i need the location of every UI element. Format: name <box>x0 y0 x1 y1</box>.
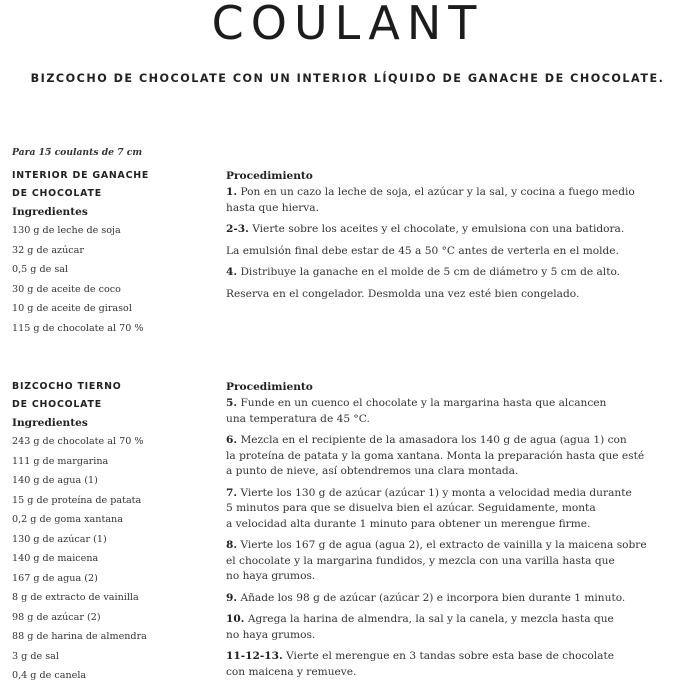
ingredient-item: 15 g de proteína de patata <box>12 494 142 506</box>
ingredients-label: Ingredientes <box>12 417 88 429</box>
step-number: 1. <box>226 186 238 198</box>
step-number: 8. <box>226 539 238 551</box>
ingredient-item: 30 g de aceite de coco <box>12 283 121 295</box>
procedure-label: Procedimiento <box>226 170 313 182</box>
step-number: 5. <box>226 397 238 409</box>
step-text: no haya grumos. <box>226 570 316 582</box>
serving-note: Para 15 coulants de 7 cm <box>12 147 143 158</box>
step <box>226 396 686 427</box>
step-number: 9. <box>226 591 238 604</box>
step <box>226 591 686 607</box>
ingredient-item: 88 g de harina de almendra <box>12 631 147 642</box>
step-number: 4. <box>226 266 238 278</box>
section-heading: BIZCOCHO TIERNO <box>12 381 122 392</box>
ganache-procedure-column <box>226 167 686 308</box>
step-text: con maicena y remueve. <box>226 665 357 678</box>
recipe-subtitle: BIZCOCHO DE CHOCOLATE CON UN INTERIOR LÍQUIDO DE GANACHE DE CHOCOLATE. <box>30 72 665 85</box>
step-text: 5 minutos para que se disuelva bien el azúcar. Seguidamente, monta <box>226 502 596 514</box>
step <box>226 538 686 585</box>
step-number: 6. <box>226 434 238 446</box>
ingredient-item: 130 g de azúcar (1) <box>12 533 107 545</box>
ingredient-item: 130 g de leche de soja <box>12 225 121 236</box>
ingredient-item: 3 g de sal <box>12 650 59 662</box>
step <box>226 433 686 480</box>
ingredient-item: 115 g de chocolate al 70 % <box>12 322 144 334</box>
sponge-ingredients-column <box>12 378 202 686</box>
sponge-procedure-column <box>226 378 686 686</box>
step-text: Pon en un cazo la leche de soja, el azúcar y la sal, y cocina a fuego medio <box>240 186 635 198</box>
step-text: Vierte los 130 g de azúcar (azúcar 1) y monta a velocidad media durante <box>240 486 632 499</box>
step-text: Mezcla en el recipiente de la amasadora los 140 g de agua (agua 1) con <box>240 434 627 446</box>
procedure-label: Procedimiento <box>226 381 313 393</box>
step-text: a punto de nieve, así obtendremos una clara montada. <box>226 465 519 477</box>
step-text: la proteína de patata y la goma xantana. Monta la preparación hasta que esté <box>226 449 645 462</box>
step-text: Vierte los 167 g de agua (agua 2), el extracto de vainilla y la maicena sobre <box>240 539 647 551</box>
step-text: Agrega la harina de almendra, la sal y la canela, y mezcla hasta que <box>247 613 614 625</box>
step-text: no haya grumos. <box>226 628 316 641</box>
step-text: hasta que hierva. <box>226 201 319 214</box>
ingredient-item: 0,4 g de canela <box>12 670 87 681</box>
ingredient-item: 0,2 g de goma xantana <box>12 514 123 525</box>
step-number: 2-3. <box>226 223 249 235</box>
ingredient-item: 0,5 g de sal <box>12 264 69 275</box>
step-text: una temperatura de 45 °C. <box>226 412 370 425</box>
ingredient-item: 98 g de azúcar (2) <box>12 611 101 623</box>
step <box>226 612 686 643</box>
step-number: 11-12-13. <box>226 650 283 662</box>
step-text: Añade los 98 g de azúcar (azúcar 2) e incorpora bien durante 1 minuto. <box>240 591 626 604</box>
step-text: el chocolate y la margarina fundidos, y mezcla con una varilla hasta que <box>226 554 615 567</box>
ingredient-item: 140 g de agua (1) <box>12 475 98 486</box>
step <box>226 649 686 680</box>
step-number: 10. <box>226 613 245 625</box>
step <box>226 486 686 533</box>
recipe-title: COULANT <box>211 0 484 50</box>
step <box>226 185 686 216</box>
section-heading: INTERIOR DE GANACHE <box>12 170 150 181</box>
section-heading: DE CHOCOLATE <box>12 399 102 410</box>
ingredient-item: 140 g de maicena <box>12 553 99 564</box>
ganache-ingredients-column <box>12 167 202 338</box>
step-text: Funde en un cuenco el chocolate y la margarina hasta que alcancen <box>240 397 607 409</box>
step-note: La emulsión final debe estar de 45 a 50 °C antes de verterla en el molde. <box>226 244 619 257</box>
step <box>226 222 686 238</box>
ingredient-item: 8 g de extracto de vainilla <box>12 592 139 603</box>
step-text: Vierte sobre los aceites y el chocolate, y emulsiona con una batidora. <box>252 223 625 235</box>
ingredient-item: 167 g de agua (2) <box>12 572 98 584</box>
ingredient-item: 10 g de aceite de girasol <box>12 303 132 314</box>
step-note: Reserva en el congelador. Desmolda una vez esté bien congelado. <box>226 287 580 300</box>
step-text: a velocidad alta durante 1 minuto para obtener un merengue firme. <box>226 517 591 530</box>
step-text: Distribuye la ganache en el molde de 5 cm de diámetro y 5 cm de alto. <box>240 266 621 278</box>
ingredient-item: 111 g de margarina <box>12 455 109 467</box>
ingredient-item: 243 g de chocolate al 70 % <box>12 436 144 447</box>
section-heading: DE CHOCOLATE <box>12 188 102 199</box>
step <box>226 265 686 281</box>
step-text: Vierte el merengue en 3 tandas sobre esta base de chocolate <box>286 650 614 662</box>
ingredients-label: Ingredientes <box>12 206 88 218</box>
step-number: 7. <box>226 486 238 499</box>
ingredient-item: 32 g de azúcar <box>12 244 84 256</box>
